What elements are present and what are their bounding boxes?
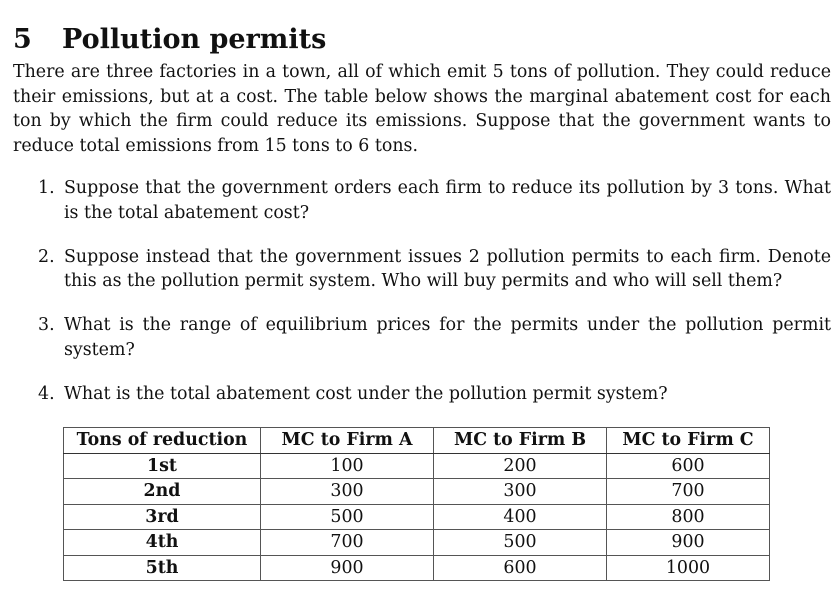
firm-a-cost: 900 (261, 555, 434, 581)
section-number: 5 (13, 24, 32, 56)
firm-b-cost: 200 (434, 453, 607, 479)
column-header-firm-c: MC to Firm C (607, 428, 770, 454)
question-number: 1. (38, 178, 55, 198)
row-label: 1st (64, 453, 261, 479)
question-list (13, 176, 831, 426)
question-text: Suppose that the government orders each firm to reduce its pollution by 3 tons. What is the total abatement cost? (64, 178, 831, 223)
column-header-firm-b: MC to Firm B (434, 428, 607, 454)
firm-b-cost: 300 (434, 479, 607, 505)
firm-c-cost: 1000 (607, 555, 770, 581)
table-row (64, 479, 770, 505)
section-title: Pollution permits (62, 24, 327, 56)
firm-a-cost: 700 (261, 530, 434, 556)
section-heading (13, 22, 326, 58)
firm-b-cost: 400 (434, 504, 607, 530)
firm-a-cost: 500 (261, 504, 434, 530)
firm-b-cost: 600 (434, 555, 607, 581)
question-text: Suppose instead that the government issues 2 pollution permits to each firm. Denote this as the pollution permit system. Who will buy permits and who will sell them? (64, 246, 831, 291)
firm-c-cost: 800 (607, 504, 770, 530)
firm-c-cost: 700 (607, 479, 770, 505)
question-item (13, 176, 831, 225)
question-number: 3. (38, 315, 55, 335)
table-row (64, 530, 770, 556)
question-item (13, 313, 831, 362)
row-label: 4th (64, 530, 261, 556)
row-label: 2nd (64, 479, 261, 505)
marginal-cost-table (63, 427, 770, 581)
question-number: 2. (38, 246, 55, 267)
row-label: 5th (64, 555, 261, 581)
firm-a-cost: 100 (261, 453, 434, 479)
firm-a-cost: 300 (261, 479, 434, 505)
firm-b-cost: 500 (434, 530, 607, 556)
question-text: What is the range of equilibrium prices for the permits under the pollution permit system? (64, 315, 831, 360)
question-number: 4. (38, 383, 55, 404)
table-row (64, 504, 770, 530)
table-row (64, 453, 770, 479)
table-header-row (64, 428, 770, 454)
intro-paragraph: There are three factories in a town, all of which emit 5 tons of pollution. They could reduce their emissions, but at a cost. The table below shows the marginal abatement cost for each ton by which the firm could reduce its emissions. Suppose that the government wants to reduce total emissions from 15 tons to 6 tons. (13, 62, 831, 156)
question-item (13, 382, 831, 407)
row-label: 3rd (64, 504, 261, 530)
question-text: What is the total abatement cost under the pollution permit system? (64, 383, 668, 404)
question-item (13, 245, 831, 294)
table-row (64, 555, 770, 581)
firm-c-cost: 900 (607, 530, 770, 556)
column-header-firm-a: MC to Firm A (261, 428, 434, 454)
firm-c-cost: 600 (607, 453, 770, 479)
column-header-tons: Tons of reduction (64, 428, 261, 454)
